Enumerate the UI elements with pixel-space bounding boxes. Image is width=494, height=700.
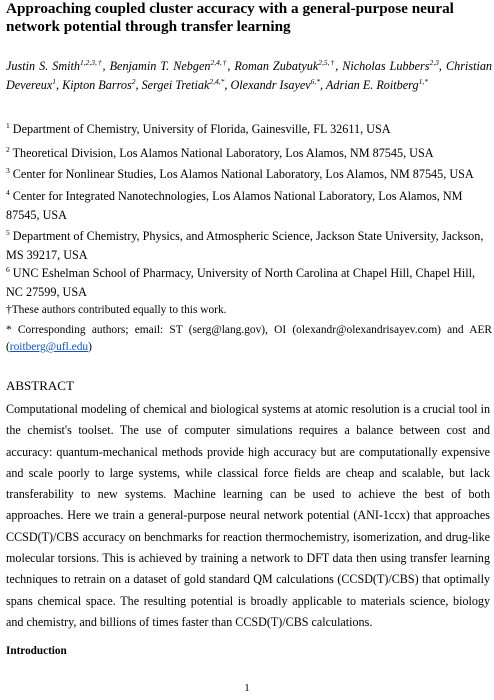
author: Olexandr Isayev$^{6,*}$, (230, 76, 326, 92)
corresponding-authors: * Corresponding authors; email: ST (serg@lang.gov), OI (olexandr@olexandrisayev.com) and AER (roitberg@ufl.edu) (6, 324, 492, 353)
abstract-heading: ABSTRACT (6, 378, 74, 393)
author-list (6, 57, 492, 94)
affiliation: $^4$ Center for Integrated Nanotechnologies, Los Alamos National Laboratory, Los Alamos, NM 87545, USA (6, 187, 463, 222)
author: Roman Zubatyuk$^{2,5,\dagger}$, (234, 57, 343, 73)
author: Kipton Barros$^2$, (62, 76, 142, 92)
author: Benjamin T. Nebgen$^{2,4,\dagger}$, (109, 57, 235, 73)
page-number: 1 (244, 682, 250, 694)
affiliation: $^1$ Department of Chemistry, University of Florida, Gainesville, FL 32611, USA (6, 120, 391, 136)
section-heading-introduction: Introduction (6, 645, 67, 657)
affiliation: $^3$ Center for Nonlinear Studies, Los Alamos National Laboratory, Los Alamos, NM 87545, USA (6, 165, 474, 181)
affiliation: $^6$ UNC Eshelman School of Pharmacy, University of North Carolina at Chapel Hill, Chapel Hill, NC 27599, USA (6, 264, 476, 299)
abstract-text: Computational modeling of chemical and biological systems at atomic resolution is a crucial tool in the chemist's toolset. The use of computer simulations requires a balance between cost and accuracy: quantum-mechanical methods provide high accuracy but are computationally expensive and scale poorly to large systems, while classical force fields are cheap and scalable, but lack transferability to new systems. Machine learning can be used to achieve the best of both approaches. Here we train a general-purpose neural network potential (ANI-1ccx) that approaches CCSD(T)/CBS accuracy on benchmarks for reaction thermochemistry, isomerization, and drug-like molecular torsions. This is achieved by training a network to DFT data then using transfer learning techniques to retrain on a dataset of gold standard QM calculations (CCSD(T)/CBS) that optimally spans chemical space. The resulting potential is broadly applicable to materials science, biology and chemistry, and billions of times faster than CCSD(T)/CBS calculations. (6, 402, 490, 629)
affiliation: $^2$ Theoretical Division, Los Alamos National Laboratory, Los Alamos, NM 87545, USA (6, 144, 434, 160)
affiliation: $^5$ Department of Chemistry, Physics, and Atmospheric Science, Jackson State University, Jackson, MS 39217, USA (6, 227, 484, 262)
paper-title: Approaching coupled cluster accuracy with a general-purpose neural network potential through transfer learning (6, 0, 454, 35)
author: Nicholas Lubbers$^{2,3}$, (342, 57, 446, 73)
author: Christian Devereux$^1$, (6, 59, 493, 92)
author: Justin S. Smith$^{1,2,3,\dagger}$, (6, 57, 110, 73)
author: Sergei Tretiak$^{2,4,*}$, (141, 76, 231, 92)
email-link[interactable]: roitberg@ufl.edu (9, 341, 89, 353)
equal-contribution-note: †These authors contributed equally to this work. (6, 304, 227, 316)
author: Adrian E. Roitberg$^{1,*}$ (325, 76, 428, 92)
